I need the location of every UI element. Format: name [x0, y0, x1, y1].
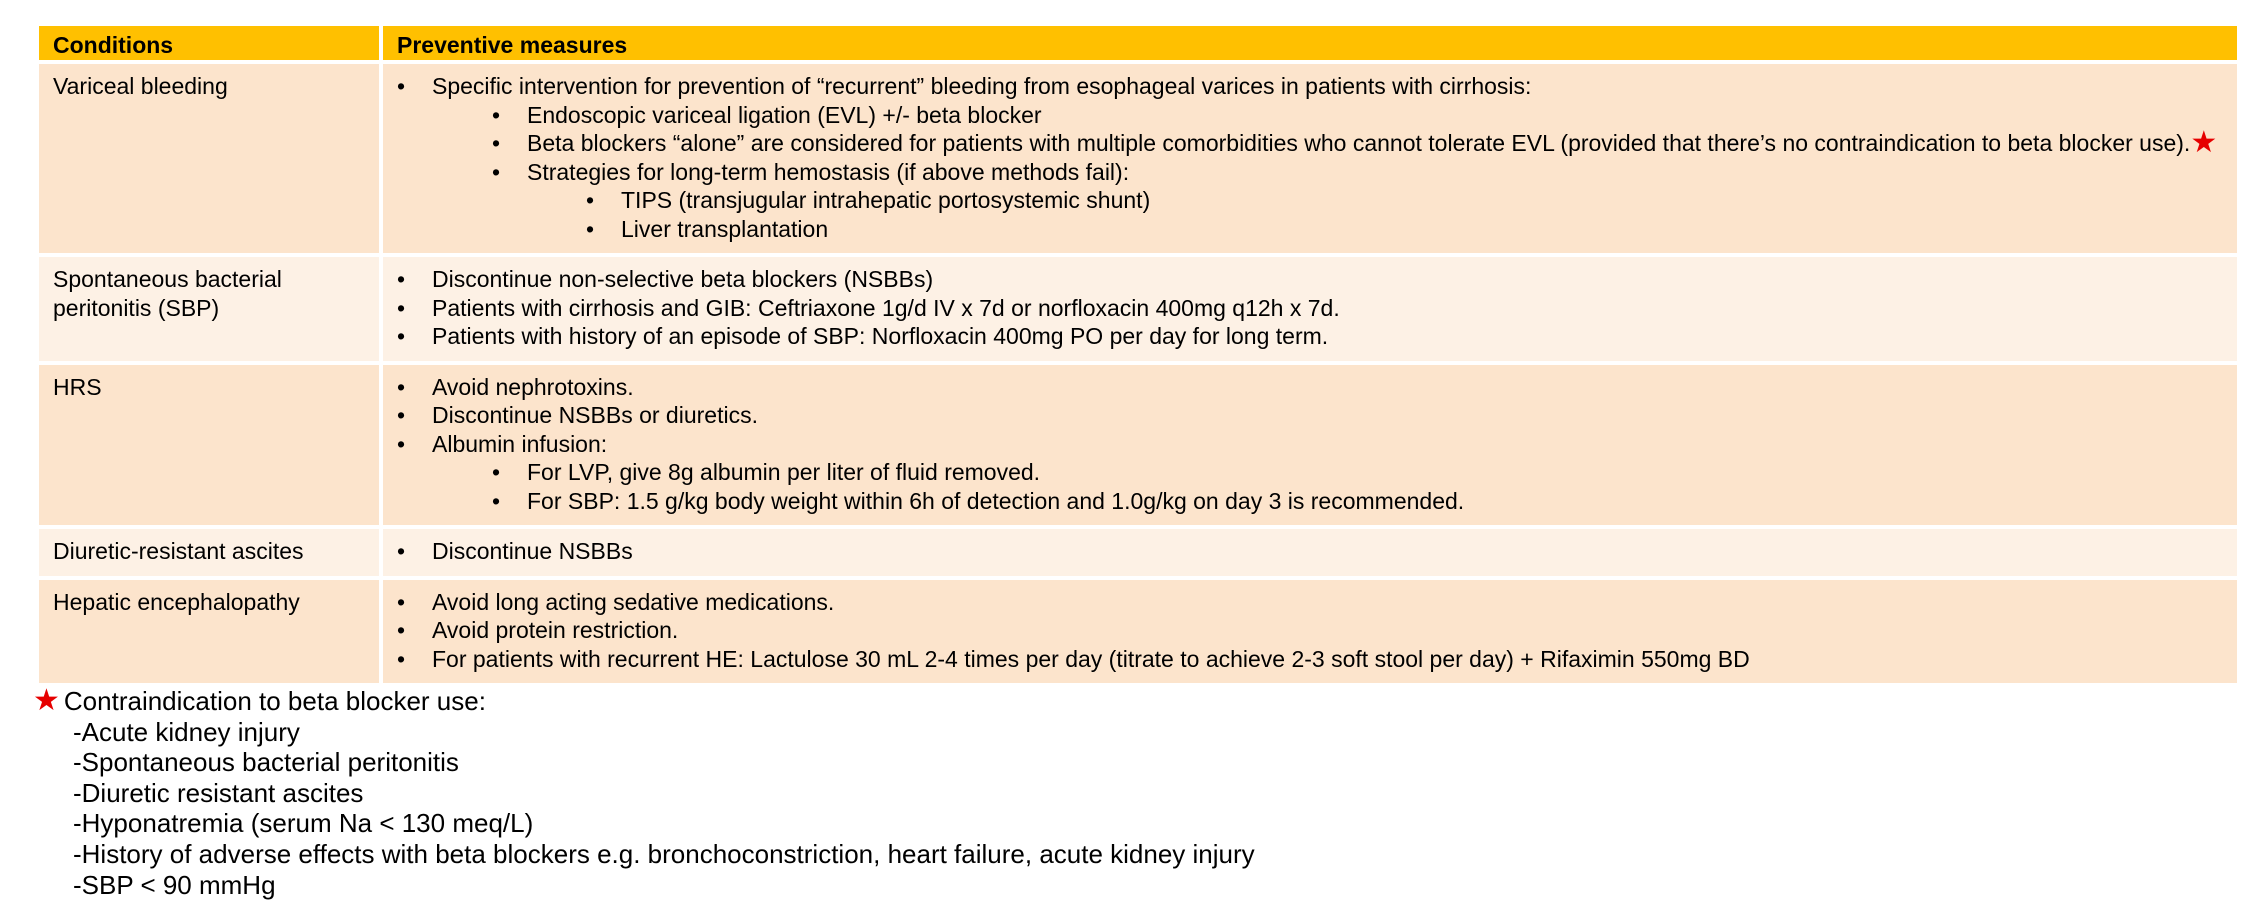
- condition-cell: HRS: [37, 363, 381, 528]
- note-title: Contraindication to beta blocker use:: [63, 686, 486, 716]
- measure-text: Strategies for long-term hemostasis (if above methods fail):: [527, 158, 1130, 185]
- measure-bullet: [397, 537, 2223, 566]
- measure-bullet: [397, 645, 2223, 674]
- condition-cell: Hepatic encephalopathy: [37, 578, 381, 686]
- measure-text: Beta blockers “alone” are considered for patients with multiple comorbidities who cannot tolerate EVL (provided that there’s no contraindication to beta blocker use).: [527, 130, 2191, 156]
- note-list: [33, 717, 1255, 901]
- contraindication-item: -SBP < 90 mmHg: [73, 869, 276, 900]
- measure-text: For SBP: 1.5 g/kg body weight within 6h of detection and 1.0g/kg on day 3 is recommended.: [527, 487, 1465, 514]
- measure-text: Avoid protein restriction.: [432, 617, 679, 643]
- measures-cell: [381, 578, 2239, 686]
- measure-text: Avoid long acting sedative medications.: [432, 588, 835, 615]
- contraindication-item: -History of adverse effects with beta blockers e.g. bronchoconstriction, heart failure, acute kidney injury: [73, 838, 1255, 869]
- contraindication-item: -Acute kidney injury: [73, 716, 300, 747]
- measure-bullet: [397, 126, 2223, 159]
- measures-cell: [381, 527, 2239, 578]
- measure-bullet: [397, 588, 2223, 617]
- measure-bullet: [397, 265, 2223, 294]
- measure-bullet: [397, 72, 2223, 101]
- measure-text: Discontinue NSBBs or diuretics.: [432, 402, 758, 428]
- measure-bullet: [397, 458, 2223, 487]
- measures-cell: [381, 62, 2239, 255]
- measure-text: For patients with recurrent HE: Lactulose 30 mL 2-4 times per day (titrate to achieve 2-3 soft stool per day) + Rifaximin 550mg BD: [432, 645, 1750, 672]
- measure-text: Avoid nephrotoxins.: [432, 373, 634, 400]
- measure-text: Patients with cirrhosis and GIB: Ceftriaxone 1g/d IV x 7d or norfloxacin 400mg q12h x 7d.: [432, 294, 1340, 321]
- preventive-measures-table: [35, 22, 2241, 687]
- measure-text: Liver transplantation: [621, 215, 829, 242]
- measure-text: Specific intervention for prevention of “recurrent” bleeding from esophageal varices in patients with cirrhosis:: [432, 73, 1532, 99]
- header-preventive-measures: Preventive measures: [381, 24, 2239, 62]
- table-row: [37, 363, 2239, 528]
- table-row: [37, 255, 2239, 363]
- measure-bullet: [397, 101, 2223, 130]
- star-icon: ★: [33, 684, 60, 717]
- measure-text: For LVP, give 8g albumin per liter of fluid removed.: [527, 459, 1041, 485]
- condition-cell: Spontaneous bacterial peritonitis (SBP): [37, 255, 381, 363]
- measure-text: Patients with history of an episode of SBP: Norfloxacin 400mg PO per day for long term.: [432, 323, 1329, 349]
- measure-bullet: [397, 401, 2223, 430]
- contraindication-item: -Hyponatremia (serum Na < 130 meq/L): [73, 808, 534, 839]
- measure-bullet: [397, 158, 2223, 187]
- measure-text: Albumin infusion:: [432, 430, 608, 457]
- table-body: [37, 62, 2239, 685]
- measure-text: TIPS (transjugular intrahepatic portosystemic shunt): [621, 187, 1151, 213]
- measure-text: Discontinue non-selective beta blockers (NSBBs): [432, 266, 934, 292]
- measure-text: Endoscopic variceal ligation (EVL) +/- beta blocker: [527, 101, 1042, 128]
- contraindication-item: -Spontaneous bacterial peritonitis: [73, 747, 459, 778]
- table-row: [37, 578, 2239, 686]
- measure-bullet: [397, 186, 2223, 215]
- table-row: [37, 527, 2239, 578]
- measure-bullet: [397, 322, 2223, 351]
- measures-cell: [381, 255, 2239, 363]
- table-row: [37, 62, 2239, 255]
- header-conditions: Conditions: [37, 24, 381, 62]
- star-icon: ★: [2190, 126, 2218, 159]
- measure-bullet: [397, 373, 2223, 402]
- measure-bullet: [397, 616, 2223, 645]
- condition-cell: Variceal bleeding: [37, 62, 381, 255]
- measures-cell: [381, 363, 2239, 528]
- condition-cell: Diuretic-resistant ascites: [37, 527, 381, 578]
- contraindication-item: -Diuretic resistant ascites: [73, 777, 364, 808]
- measure-bullet: [397, 430, 2223, 459]
- measure-bullet: [397, 487, 2223, 516]
- contraindication-note: [33, 686, 1255, 900]
- measure-text: Discontinue NSBBs: [432, 538, 633, 564]
- measure-bullet: [397, 215, 2223, 244]
- table-header-row: [37, 24, 2239, 62]
- measure-bullet: [397, 294, 2223, 323]
